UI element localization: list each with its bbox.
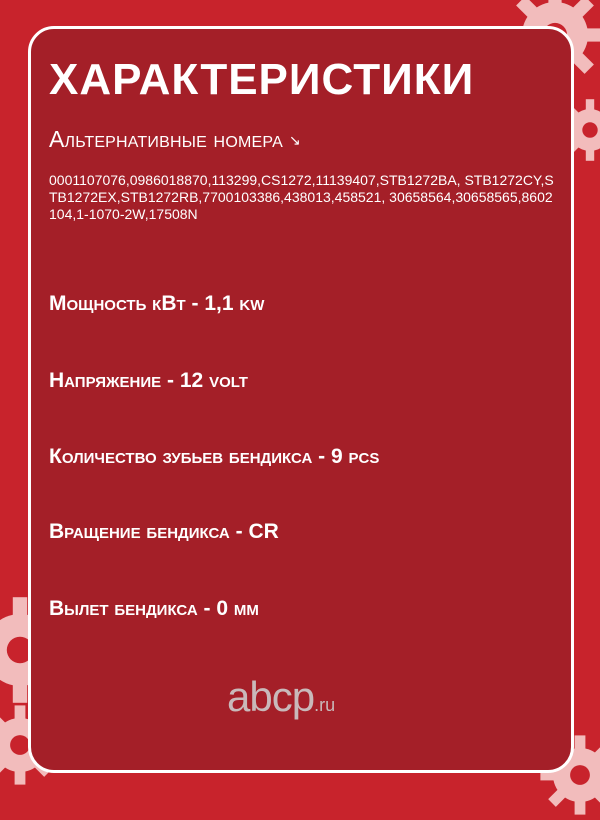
- spec-unit: volt: [209, 369, 248, 392]
- spec-label: Мощность кВт: [49, 292, 186, 315]
- spec-unit: pcs: [348, 445, 380, 468]
- spec-voltage: Напряжение - 12 volt: [49, 369, 248, 392]
- arrow-down-right-icon: ↘: [289, 132, 301, 149]
- spec-rotation: Вращение бендикса - CR: [49, 520, 279, 543]
- spec-label: Напряжение: [49, 369, 162, 392]
- alt-numbers-list: 0001107076,0986018870,113299,CS1272,11139407,STB1272BA, STB1272CY,STB1272EX,STB1272RB,7700103386,438013,458521, 30658564,30658565,8602104,1-1070-2W,17508N: [49, 172, 554, 222]
- spec-power: Мощность кВт - 1,1 kw: [49, 292, 265, 315]
- specs-card: [28, 26, 574, 773]
- spec-value: CR: [248, 520, 279, 543]
- spec-unit: kw: [239, 292, 265, 315]
- spec-offset: Вылет бендикса - 0 мм: [49, 597, 259, 620]
- alt-numbers-heading-label: Альтернативные номера: [49, 126, 284, 152]
- spec-label: Количество зубьев бендикса: [49, 445, 313, 468]
- watermark-tld: .ru: [314, 695, 336, 715]
- spec-label: Вращение бендикса: [49, 520, 230, 543]
- spec-value: 1,1: [204, 292, 234, 315]
- page-title: ХАРАКТЕРИСТИКИ: [49, 55, 475, 104]
- watermark-main: abcp: [227, 673, 315, 720]
- alt-numbers-heading: [49, 126, 301, 153]
- spec-label: Вылет бендикса: [49, 597, 198, 620]
- spec-teeth: Количество зубьев бендикса - 9 pcs: [49, 445, 380, 468]
- spec-value: 12: [179, 369, 204, 392]
- spec-value: 0: [216, 597, 229, 620]
- abcp-watermark: [227, 673, 335, 721]
- spec-value: 9: [330, 445, 343, 468]
- spec-unit: мм: [233, 597, 259, 620]
